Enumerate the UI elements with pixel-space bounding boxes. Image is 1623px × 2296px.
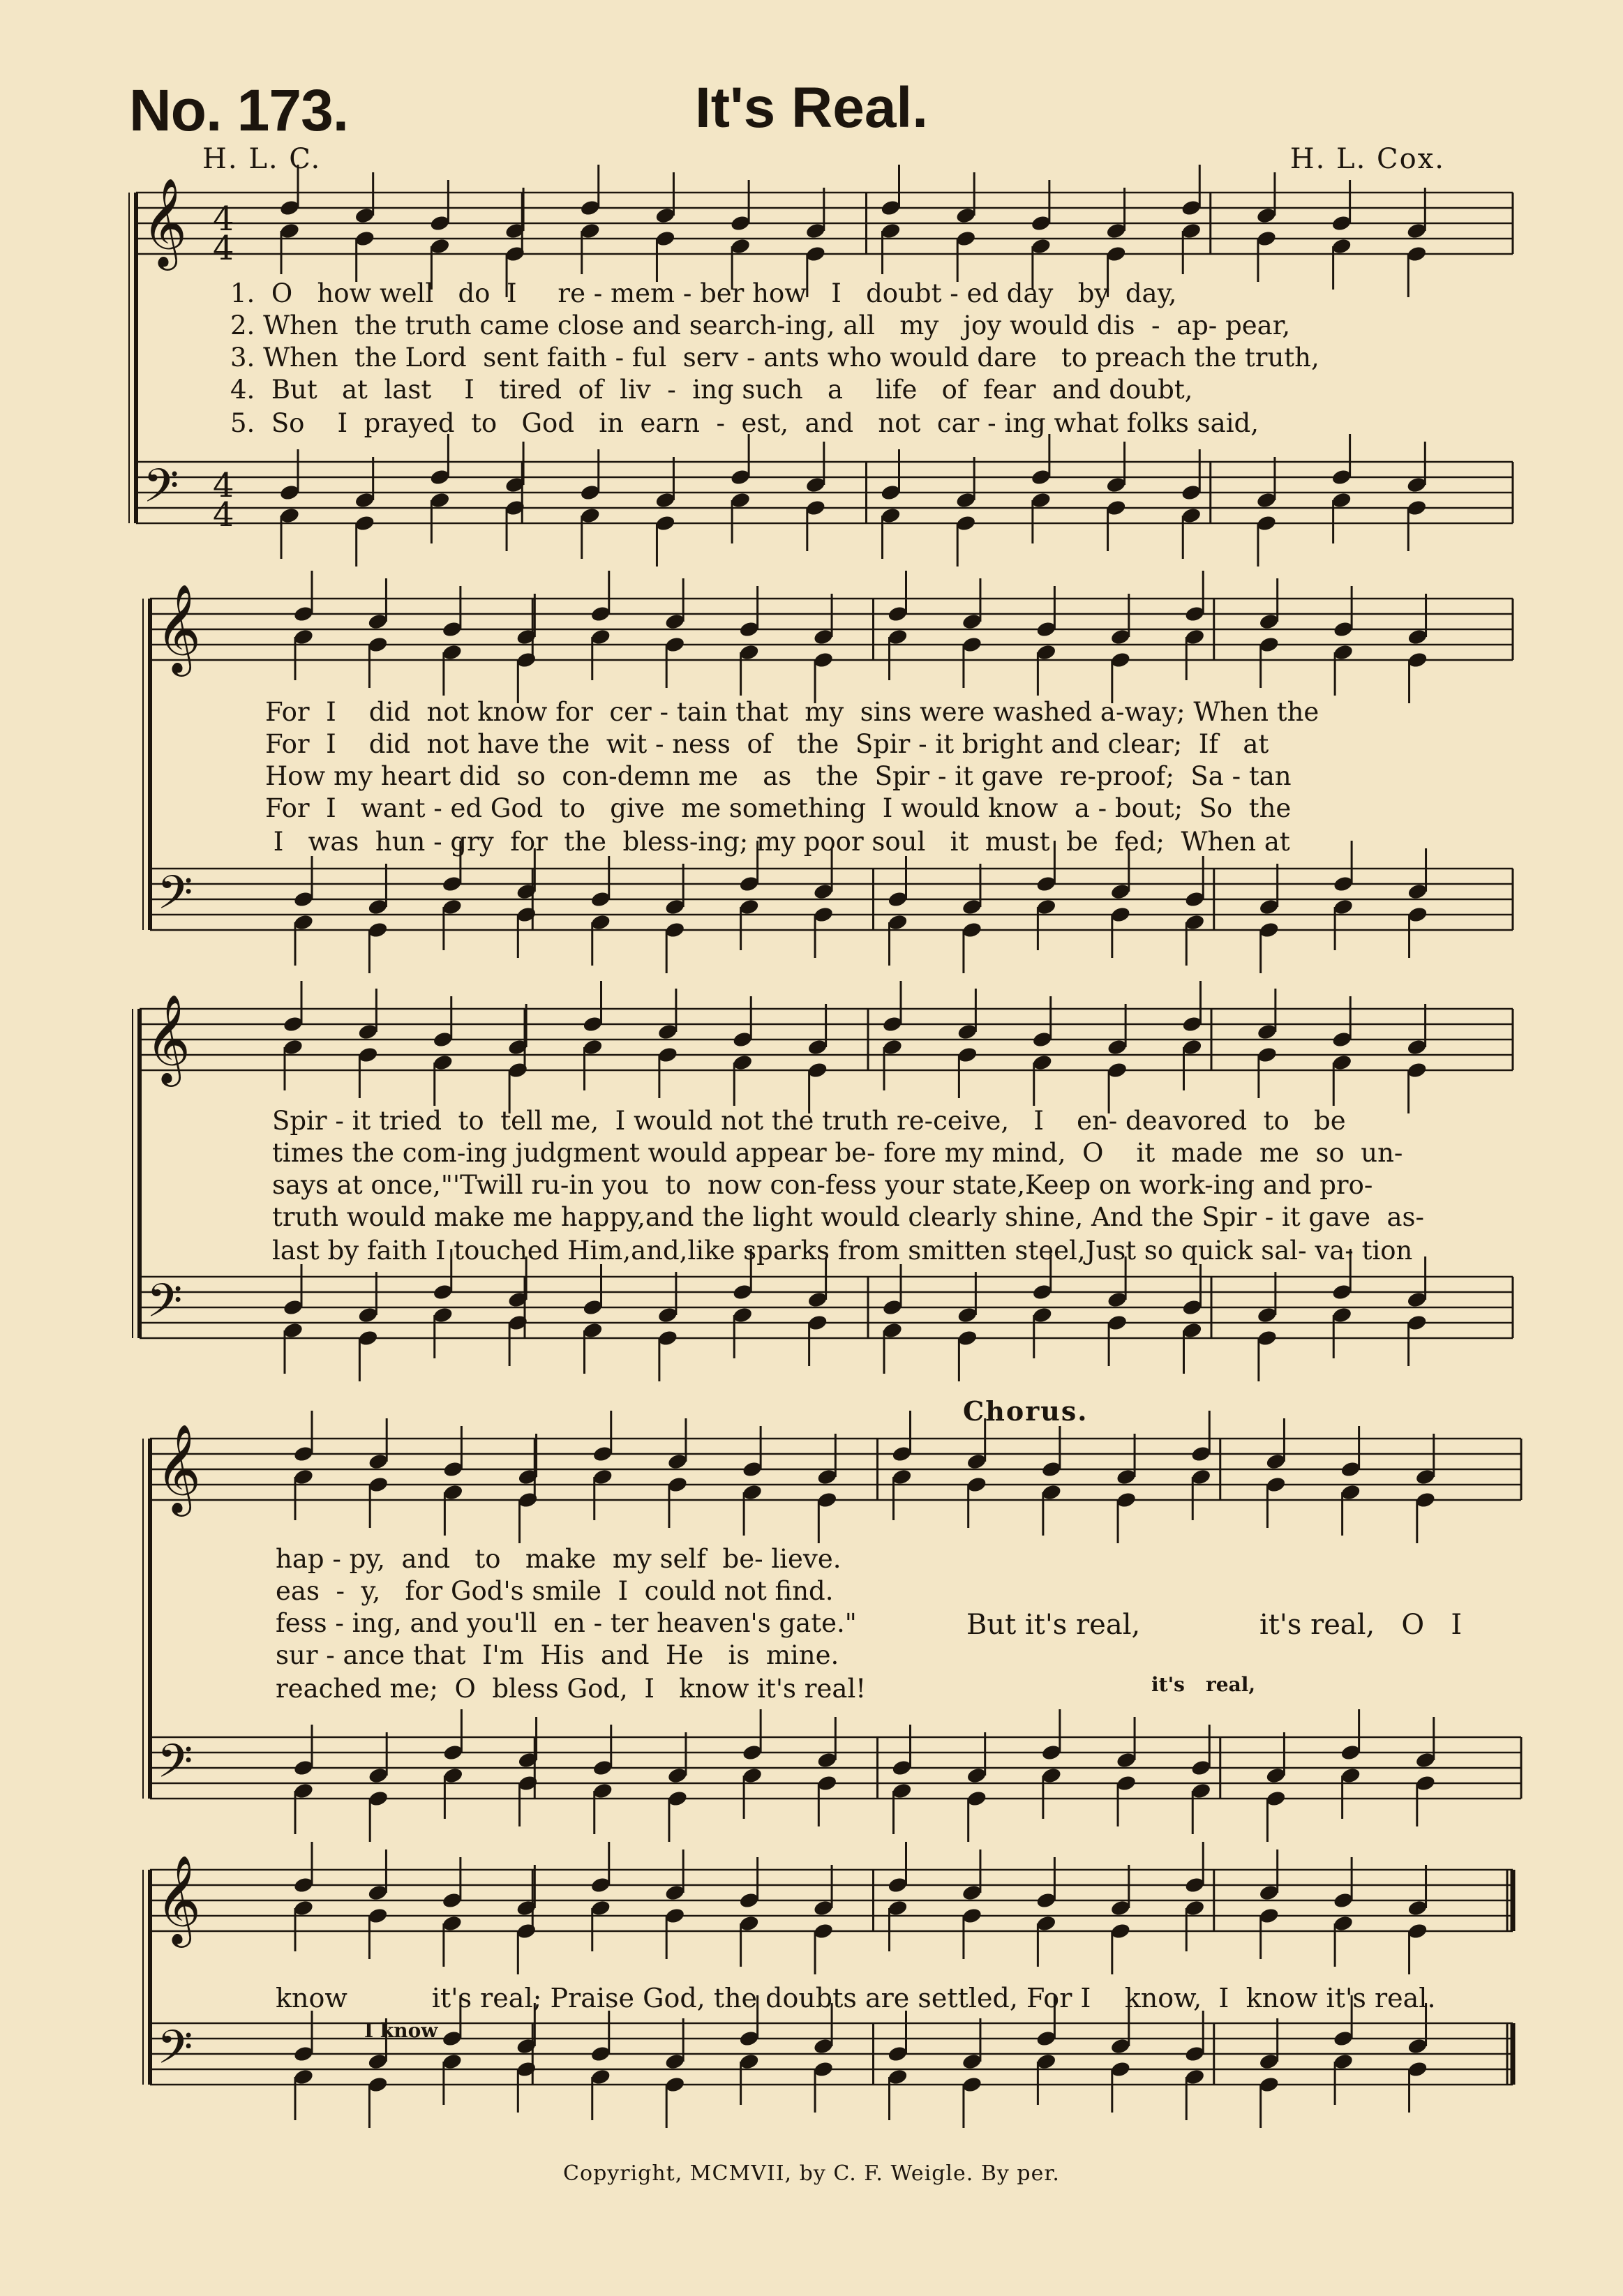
svg-text:𝄞: 𝄞: [156, 1423, 202, 1513]
svg-text:𝄢: 𝄢: [157, 2020, 193, 2085]
verse-3-line-4: fess - ing, and you'll en - ter heaven's gate.": [276, 1608, 857, 1638]
svg-text:𝄞: 𝄞: [145, 993, 191, 1083]
copyright-notice: Copyright, MCMVII, by C. F. Weigle. By per.: [563, 2161, 1060, 2186]
verse-5-line-1: 5. So I prayed to God in earn - est, and not car - ing what folks said,: [230, 408, 1259, 438]
hymn-title: It's Real.: [695, 76, 928, 140]
chorus-line-2: know it's real; Praise God, the doubts are settled, For I know, I know it's real.: [276, 1983, 1436, 2013]
verse-5-line-4: reached me; O bless God, I know it's real!: [276, 1674, 867, 1704]
music-credit: H. L. Cox.: [1289, 143, 1445, 175]
verse-1-line-4: hap - py, and to make my self be- lieve.: [276, 1544, 842, 1574]
verse-4-line-3: truth would make me happy,and the light would clearly shine, And the Spir - it gave as-: [272, 1202, 1425, 1232]
svg-text:𝄢: 𝄢: [147, 1274, 183, 1339]
verse-1-line-1: 1. O how well do I re - mem - ber how I doubt - ed day by day,: [230, 278, 1177, 308]
verse-2-line-2: For I did not have the wit - ness of the Spir - it bright and clear; If at: [265, 729, 1269, 759]
chorus-line-1: But it's real,: [966, 1609, 1141, 1641]
chorus-echo-its: it's: [1151, 1673, 1185, 1696]
chorus-line-1b: it's real, O I: [1259, 1609, 1463, 1641]
verse-1-line-3: Spir - it tried to tell me, I would not the truth re-ceive, I en- deavored to be: [272, 1106, 1346, 1136]
verse-2-line-4: eas - y, for God's smile I could not find.: [276, 1576, 834, 1606]
svg-text:𝄞: 𝄞: [156, 1854, 202, 1944]
verse-4-line-1: 4. But at last I tired of liv - ing such a life of fear and doubt,: [230, 375, 1193, 405]
verse-3-line-2: How my heart did so con-demn me as the Spir - it gave re-proof; Sa - tan: [265, 761, 1292, 791]
svg-text:𝄢: 𝄢: [157, 866, 193, 931]
verse-1-line-2: For I did not know for cer - tain that my sins were washed a-way; When the: [265, 697, 1319, 727]
chorus-echo-real: real,: [1206, 1673, 1256, 1696]
chorus-echo-i-know: I know: [364, 2019, 438, 2042]
chorus-label: Chorus.: [963, 1395, 1089, 1427]
svg-text:𝄢: 𝄢: [157, 1734, 193, 1799]
svg-text:𝄞: 𝄞: [142, 177, 188, 267]
verse-5-line-2: I was hun - gry for the bless-ing; my poor soul it must be fed; When at: [265, 827, 1290, 857]
verse-4-line-4: sur - ance that I'm His and He is mine.: [276, 1640, 839, 1670]
verse-2-line-1: 2. When the truth came close and search-ing, all my joy would dis - ap- pear,: [230, 310, 1291, 340]
verse-5-line-3: last by faith I touched Him,and,like sparks from smitten steel,Just so quick sal- va- tion: [272, 1236, 1413, 1266]
verse-3-line-3: says at once,"'Twill ru-in you to now con-fess your state,Keep on work-ing and pro-: [272, 1170, 1373, 1200]
words-credit: H. L. C.: [202, 143, 322, 175]
svg-text:4: 4: [213, 495, 234, 534]
svg-text:4: 4: [213, 466, 234, 505]
hymn-number: No. 173.: [129, 77, 349, 143]
verse-3-line-1: 3. When the Lord sent faith - ful serv - ants who would dare to preach the truth,: [230, 343, 1319, 373]
verse-4-line-2: For I want - ed God to give me something I would know a - bout; So the: [265, 793, 1292, 823]
verse-2-line-3: times the com-ing judgment would appear be- fore my mind, O it made me so un-: [272, 1138, 1403, 1168]
svg-text:𝄢: 𝄢: [143, 459, 179, 524]
svg-text:4: 4: [213, 200, 234, 239]
svg-text:4: 4: [213, 229, 234, 268]
svg-text:𝄞: 𝄞: [156, 583, 202, 673]
